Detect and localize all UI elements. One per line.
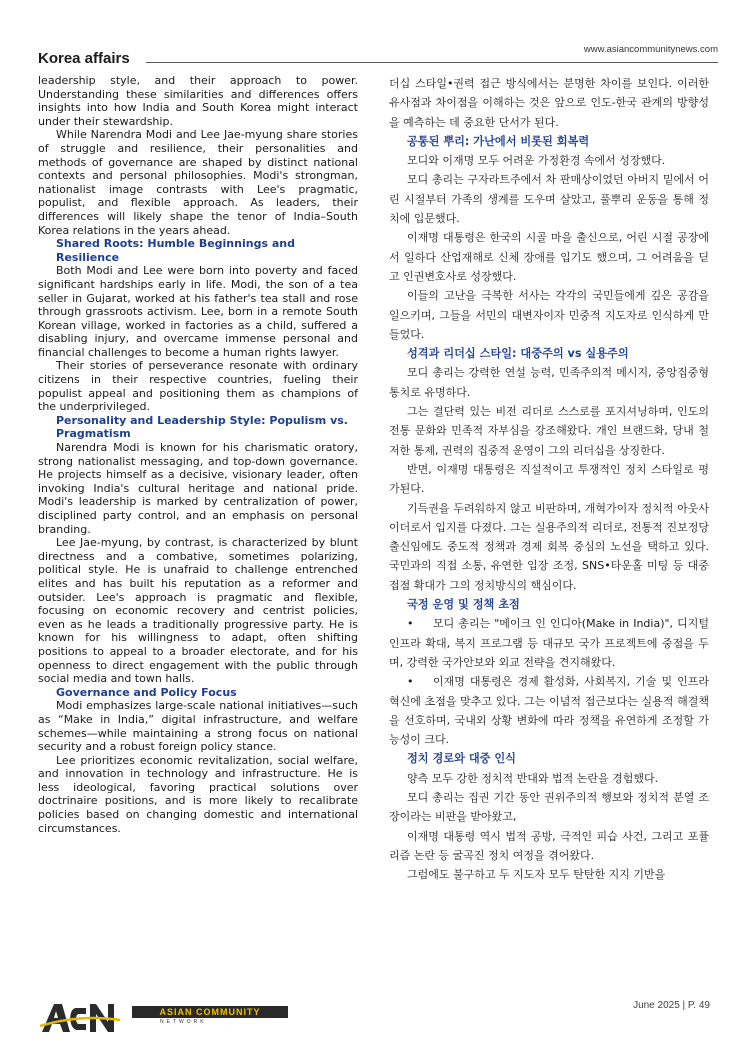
paragraph: leadership style, and their approach to power. Understanding these similarities and differences offers insights into how India and South Korea might interact under their stewardship.: [38, 74, 358, 128]
issue-and-page-number: June 2025 | P. 49: [633, 1000, 710, 1011]
paragraph: Both Modi and Lee were born into poverty and faced significant hardships early in life. Modi, the son of a tea seller in Gujarat, worked at his father's tea stall and rose through grassroots activism. Lee, born in a remote South Korean village, worked in factories as a child, suffered a disabling injury, and overcame immense personal and financial challenges to become a human rights lawyer.: [38, 264, 358, 359]
paragraph: 양측 모두 강한 정치적 반대와 법적 논란을 경험했다.: [407, 771, 659, 785]
section-heading: 성격과 리더십 스타일: 대중주의 vs 실용주의: [407, 347, 629, 361]
paragraph: 더십 스타일•권력 접근 방식에서는 분명한 차이를 보인다. 이러한 유사점과 차이점을 이해하는 것은 앞으로 인도-한국 관계의 방향성을 예측하는 데 중요한 단서가 된다.: [389, 77, 709, 129]
paragraph: 모디 총리는 구자라트주에서 차 판매상이었던 아버지 밑에서 어린 시절부터 가족의 생계를 도우며 살았고, 풀뿌리 운동을 통해 정치에 입문했다.: [389, 173, 709, 226]
paragraph: 기득권을 두려워하지 않고 비판하며, 개혁가이자 정치적 아웃사이더로서 입지를 다졌다. 그는 실용주의적 리더로, 전통적 진보정당 출신임에도 중도적 정책과 경제 회복 중심의 노선을 택하고 있다. 국민과의 직접 소통, 유연한 입장 조정, SNS•타운홀 미팅 등 대중 접점 확대가 그의 정치방식의 핵심이다.: [389, 501, 709, 592]
bullet-icon: •: [407, 675, 414, 689]
paragraph: 이재명 대통령은 한국의 시골 마을 출신으로, 어린 시절 공장에서 일하다 산업재해로 신체 장애를 입기도 했으며, 그 어려움을 딛고 인권변호사로 성장했다.: [389, 231, 709, 283]
section-heading: Personality and Leadership Style: Populism vs. Pragmatism: [56, 413, 348, 441]
logo-subtitle: NETWORK: [160, 1019, 207, 1025]
paragraph: 그럼에도 불구하고 두 지도자 모두 탄탄한 지지 기반을: [407, 868, 666, 882]
section-heading: 정치 경로와 대중 인식: [407, 752, 516, 766]
paragraph: 그는 결단력 있는 비전 리더로 스스로를 포지셔닝하며, 인도의 전통 문화와 민족적 자부심을 강조해왔다. 개인 브랜드화, 당내 철저한 통제, 권력의 집중적 운영이 그의 리더십을 상징한다.: [389, 405, 709, 457]
page-header: [38, 44, 718, 72]
bullet-text: 모디 총리는 "메이크 인 인디아(Make in India)", 디지털 인프라 확대, 복지 프로그램 등 대규모 국가 프로젝트에 중점을 두며, 강력한 국가안보와 외교 전략을 견지해왔다.: [389, 617, 709, 669]
paragraph: 이들의 고난을 극복한 서사는 각각의 국민들에게 깊은 공감을 일으키며, 그들을 서민의 대변자이자 민중적 지도자로 인식하게 만들었다.: [389, 289, 709, 341]
paragraph: Modi emphasizes large-scale national initiatives—such as “Make in India,” digital infrastructure, and welfare schemes—while maintaining a strong focus on national security and a robust foreign policy stance.: [38, 699, 358, 754]
paragraph: Their stories of perseverance resonate with ordinary citizens in their respective countries, fueling their populist appeal and positioning them as champions of the underprivileged.: [38, 359, 358, 414]
paragraph: While Narendra Modi and Lee Jae-myung share stories of struggle and resilience, their personalities and methods of governance are shaped by distinct national contexts and personal philosophies. Modi's strongman, nationalist image contrasts with Lee's pragmatic, populist, and flexible approach. As leaders, their differences will likely shape the tenor of India–South Korea relations in the years ahead.: [38, 128, 358, 237]
english-column: [38, 74, 358, 835]
paragraph: 반면, 이재명 대통령은 직설적이고 투쟁적인 정치 스타일로 평가된다.: [389, 462, 709, 496]
section-heading: Shared Roots: Humble Beginnings and Resilience: [56, 237, 295, 264]
section-heading: 국정 운영 및 정책 초점: [407, 598, 520, 612]
paragraph: 모디와 이재명 모두 어려운 가정환경 속에서 성장했다.: [407, 154, 666, 168]
bullet-text: 이재명 대통령은 경제 활성화, 사회복지, 기술 및 인프라 혁신에 초점을 맞추고 있다. 그는 이념적 접근보다는 실용적 해결책을 선호하며, 국내외 상황 변화에 따라 정책을 유연하게 조정할 가능성이 크다.: [389, 675, 709, 747]
page-footer: [40, 1000, 710, 1040]
section-title: Korea affairs: [38, 50, 130, 67]
bullet-icon: •: [407, 617, 414, 631]
paragraph: Lee Jae-myung, by contrast, is characterized by blunt directness and a combative, sometimes polarizing, political style. He is unafraid to challenge entrenched elites and has built his reputation as a reformer and outsider. Lee's approach is pragmatic and flexible, focusing on economic recovery and centrist policies, even as he leads a traditionally progressive party. He is known for his willingness to adapt, often shifting positions to appeal to a broader electorate, and for his openness to direct engagement with the public through social media and town halls.: [38, 536, 358, 686]
paragraph: 모디 총리는 집권 기간 동안 권위주의적 행보와 정치적 분열 조장이라는 비판을 받아왔고,: [389, 790, 709, 824]
section-heading: Governance and Policy Focus: [56, 685, 237, 699]
bullet-paragraph: [389, 614, 709, 672]
paragraph: 모디 총리는 강력한 연설 능력, 민족주의적 메시지, 중앙집중형 통치로 유명하다.: [389, 366, 709, 399]
paragraph: Lee prioritizes economic revitalization, social welfare, and innovation in technology and infrastructure. He is less ideological, favoring practical solutions over doctrinaire positions, and is more likely to recalibrate policies based on changing domestic and international circumstances.: [38, 753, 358, 835]
section-heading: 공통된 뿌리: 가난에서 비롯된 회복력: [407, 134, 590, 148]
korean-column: [389, 74, 709, 884]
bullet-paragraph: [389, 672, 709, 749]
header-divider: [146, 62, 718, 63]
acn-logo-icon: [40, 1000, 120, 1034]
paragraph: Narendra Modi is known for his charismatic oratory, strong nationalist messaging, and top-down governance. He projects himself as a decisive, visionary leader, often invoking India's cultural heritage and national pride. Modi's leadership is marked by centralization of power, disciplined party control, and an emphasis on personal branding.: [38, 441, 358, 536]
paragraph: 이재명 대통령 역시 법적 공방, 극적인 피습 사건, 그리고 포퓰리즘 논란 등 굴곡진 정치 여정을 겪어왔다.: [389, 829, 709, 862]
site-url[interactable]: www.asiancommunitynews.com: [583, 44, 718, 55]
logo-wordmark: ASIAN COMMUNITY: [132, 1006, 288, 1018]
